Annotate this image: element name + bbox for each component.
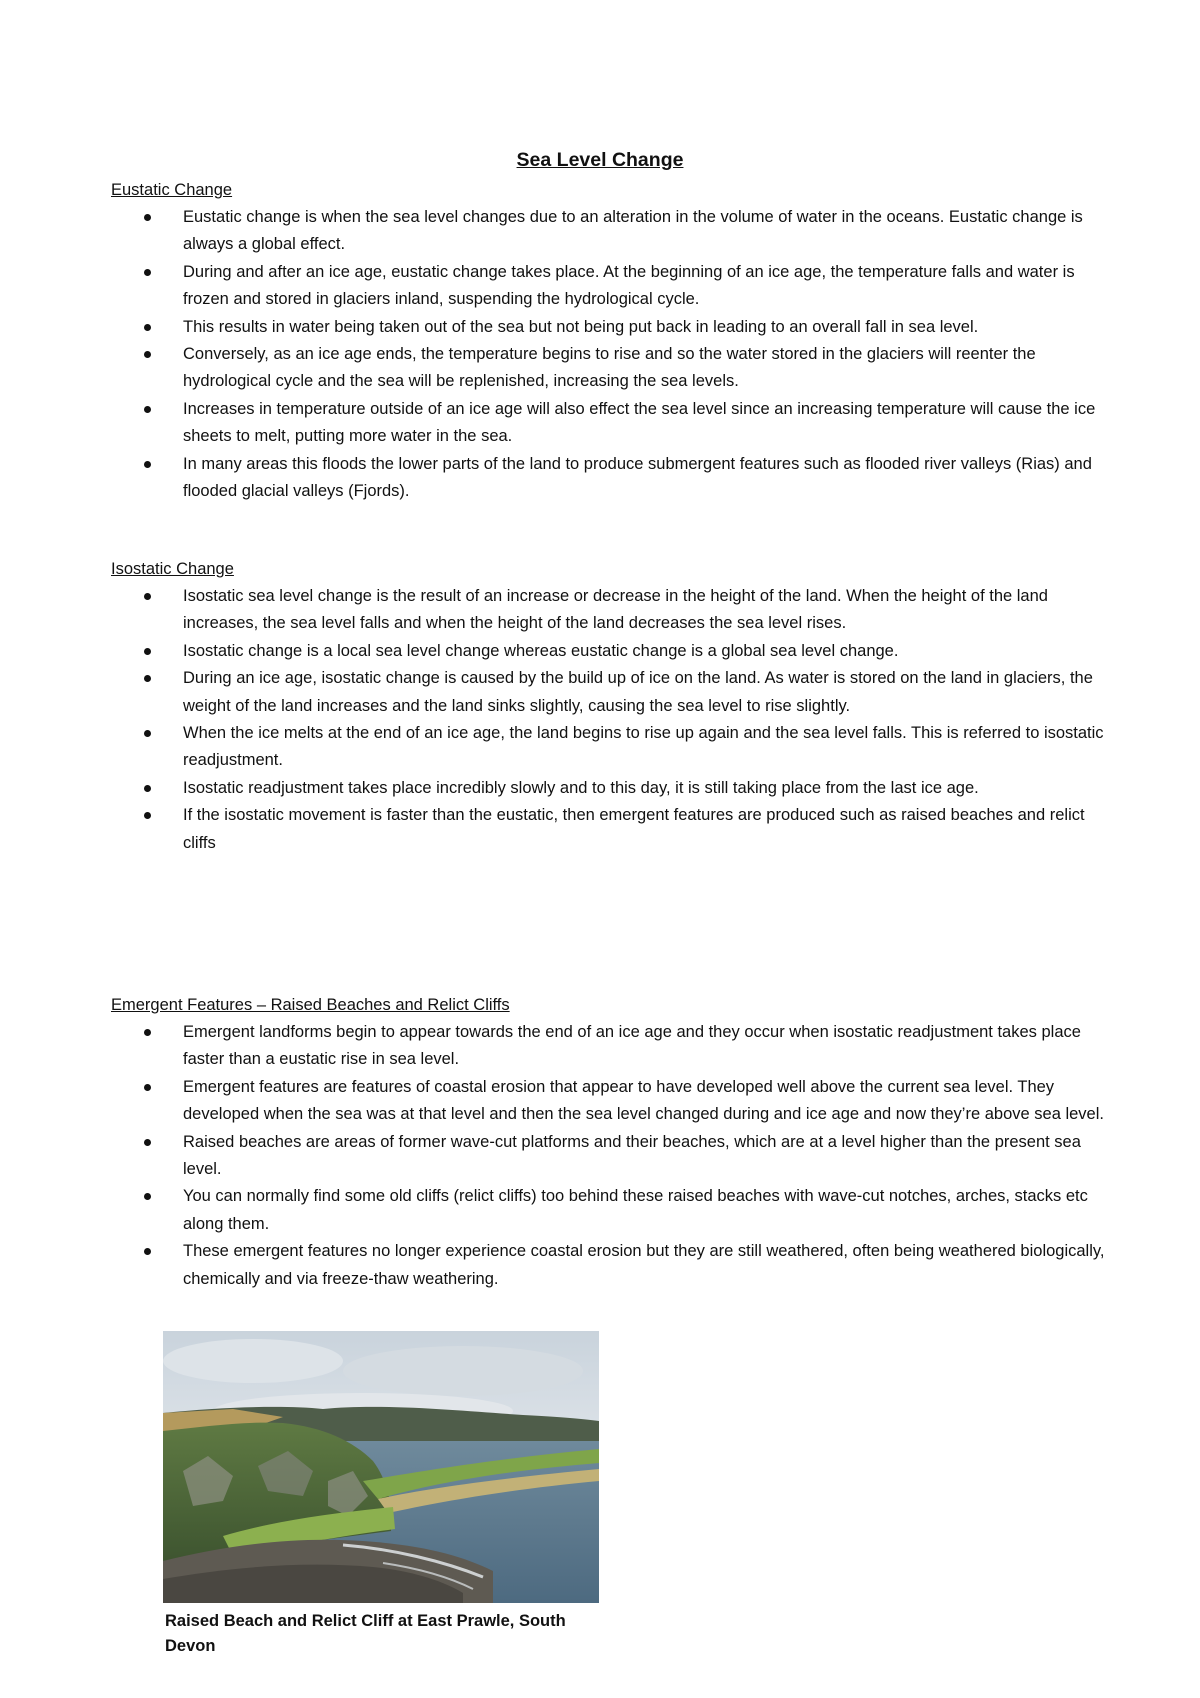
bullet-point-icon [144, 214, 151, 221]
bullet-list [111, 1019, 1111, 1293]
figure-caption: Raised Beach and Relict Cliff at East Prawle, South Devon [165, 1612, 566, 1655]
bullet-item [111, 638, 1111, 665]
bullet-text: Emergent features are features of coastal erosion that appear to have developed well above the current sea level. They developed when the sea was at that level and then the sea level changed during and ice age and now they’re above sea level. [183, 1077, 1104, 1124]
bullet-item [111, 1183, 1111, 1238]
bullet-item [111, 775, 1111, 802]
bullet-point-icon [144, 351, 151, 358]
section-heading: Eustatic Change [111, 181, 233, 199]
bullet-item [111, 1019, 1111, 1074]
bullet-item [111, 259, 1111, 314]
bullet-item [111, 396, 1111, 451]
bullet-point-icon [144, 1084, 151, 1091]
bullet-list [111, 583, 1111, 857]
bullet-text: Conversely, as an ice age ends, the temperature begins to rise and so the water stored in the glaciers will reenter the hydrological cycle and the sea will be replenished, increasing the sea levels. [183, 345, 1036, 391]
bullet-item [111, 451, 1111, 506]
bullet-text: These emergent features no longer experience coastal erosion but they are still weathered, often being weathered biologically, chemically and via freeze-thaw weathering. [183, 1242, 1105, 1288]
bullet-item [111, 314, 1111, 341]
bullet-point-icon [144, 1139, 151, 1146]
bullet-point-icon [144, 269, 151, 276]
bullet-text: Isostatic sea level change is the result of an increase or decrease in the height of the land. When the height of the land increases, the sea level falls and when the height of the land decreases the sea level rises. [183, 587, 1048, 633]
section-heading: Emergent Features – Raised Beaches and Relict Cliffs [111, 996, 510, 1014]
section-isostatic-change [111, 556, 1111, 857]
bullet-point-icon [144, 812, 151, 819]
bullet-item [111, 1129, 1111, 1184]
bullet-point-icon [144, 406, 151, 413]
bullet-text: Increases in temperature outside of an ice age will also effect the sea level since an increasing temperature will cause the ice sheets to melt, putting more water in the sea. [183, 399, 1096, 446]
bullet-text: Isostatic change is a local sea level change whereas eustatic change is a global sea level change. [183, 641, 899, 660]
section-emergent-features [111, 992, 1111, 1293]
bullet-text: You can normally find some old cliffs (relict cliffs) too behind these raised beaches with wave-cut notches, arches, stacks etc along them. [183, 1187, 1088, 1233]
coastal-photo [163, 1331, 599, 1603]
bullet-text: If the isostatic movement is faster than the eustatic, then emergent features are produced such as raised beaches and relict cliffs [183, 806, 1085, 852]
bullet-item [111, 341, 1111, 396]
bullet-text: This results in water being taken out of the sea but not being put back in leading to an overall fall in sea level. [183, 317, 979, 336]
bullet-list [111, 204, 1111, 505]
section-heading: Isostatic Change [111, 560, 234, 578]
section-eustatic-change [111, 177, 1111, 505]
bullet-text: Raised beaches are areas of former wave-cut platforms and their beaches, which are at a level higher than the present sea level. [183, 1132, 1081, 1179]
bullet-item [111, 665, 1111, 720]
bullet-point-icon [144, 675, 151, 682]
bullet-item [111, 720, 1111, 775]
bullet-text: During and after an ice age, eustatic change takes place. At the beginning of an ice age, the temperature falls and water is frozen and stored in glaciers inland, suspending the hydrological cycle. [183, 262, 1075, 309]
cloud [163, 1339, 343, 1383]
bullet-item [111, 583, 1111, 638]
bullet-text: Emergent landforms begin to appear towards the end of an ice age and they occur when isostatic readjustment takes place faster than a eustatic rise in sea level. [183, 1023, 1081, 1069]
bullet-text: When the ice melts at the end of an ice age, the land begins to rise up again and the sea level falls. This is referred to isostatic readjustment. [183, 724, 1104, 770]
bullet-point-icon [144, 785, 151, 792]
bullet-text: Eustatic change is when the sea level changes due to an alteration in the volume of water in the oceans. Eustatic change is always a global effect. [183, 208, 1083, 254]
raised-beach-photo-illustration [163, 1331, 599, 1603]
bullet-point-icon [144, 1248, 151, 1255]
bullet-item [111, 1074, 1111, 1129]
bullet-item [111, 1238, 1111, 1293]
bullet-point-icon [144, 1029, 151, 1036]
bullet-point-icon [144, 648, 151, 655]
bullet-text: During an ice age, isostatic change is caused by the build up of ice on the land. As water is stored on the land in glaciers, the weight of the land increases and the land sinks slightly, causing the sea level to rise slightly. [183, 669, 1093, 715]
bullet-point-icon [144, 730, 151, 737]
bullet-item [111, 204, 1111, 259]
document-title: Sea Level Change [516, 149, 684, 171]
bullet-point-icon [144, 1193, 151, 1200]
bullet-point-icon [144, 593, 151, 600]
cloud [343, 1346, 583, 1396]
bullet-point-icon [144, 461, 151, 468]
bullet-text: Isostatic readjustment takes place incredibly slowly and to this day, it is still taking place from the last ice age. [183, 778, 979, 797]
bullet-item [111, 802, 1111, 857]
bullet-text: In many areas this floods the lower parts of the land to produce submergent features such as flooded river valleys (Rias) and flooded glacial valleys (Fjords). [183, 454, 1092, 501]
bullet-point-icon [144, 324, 151, 331]
